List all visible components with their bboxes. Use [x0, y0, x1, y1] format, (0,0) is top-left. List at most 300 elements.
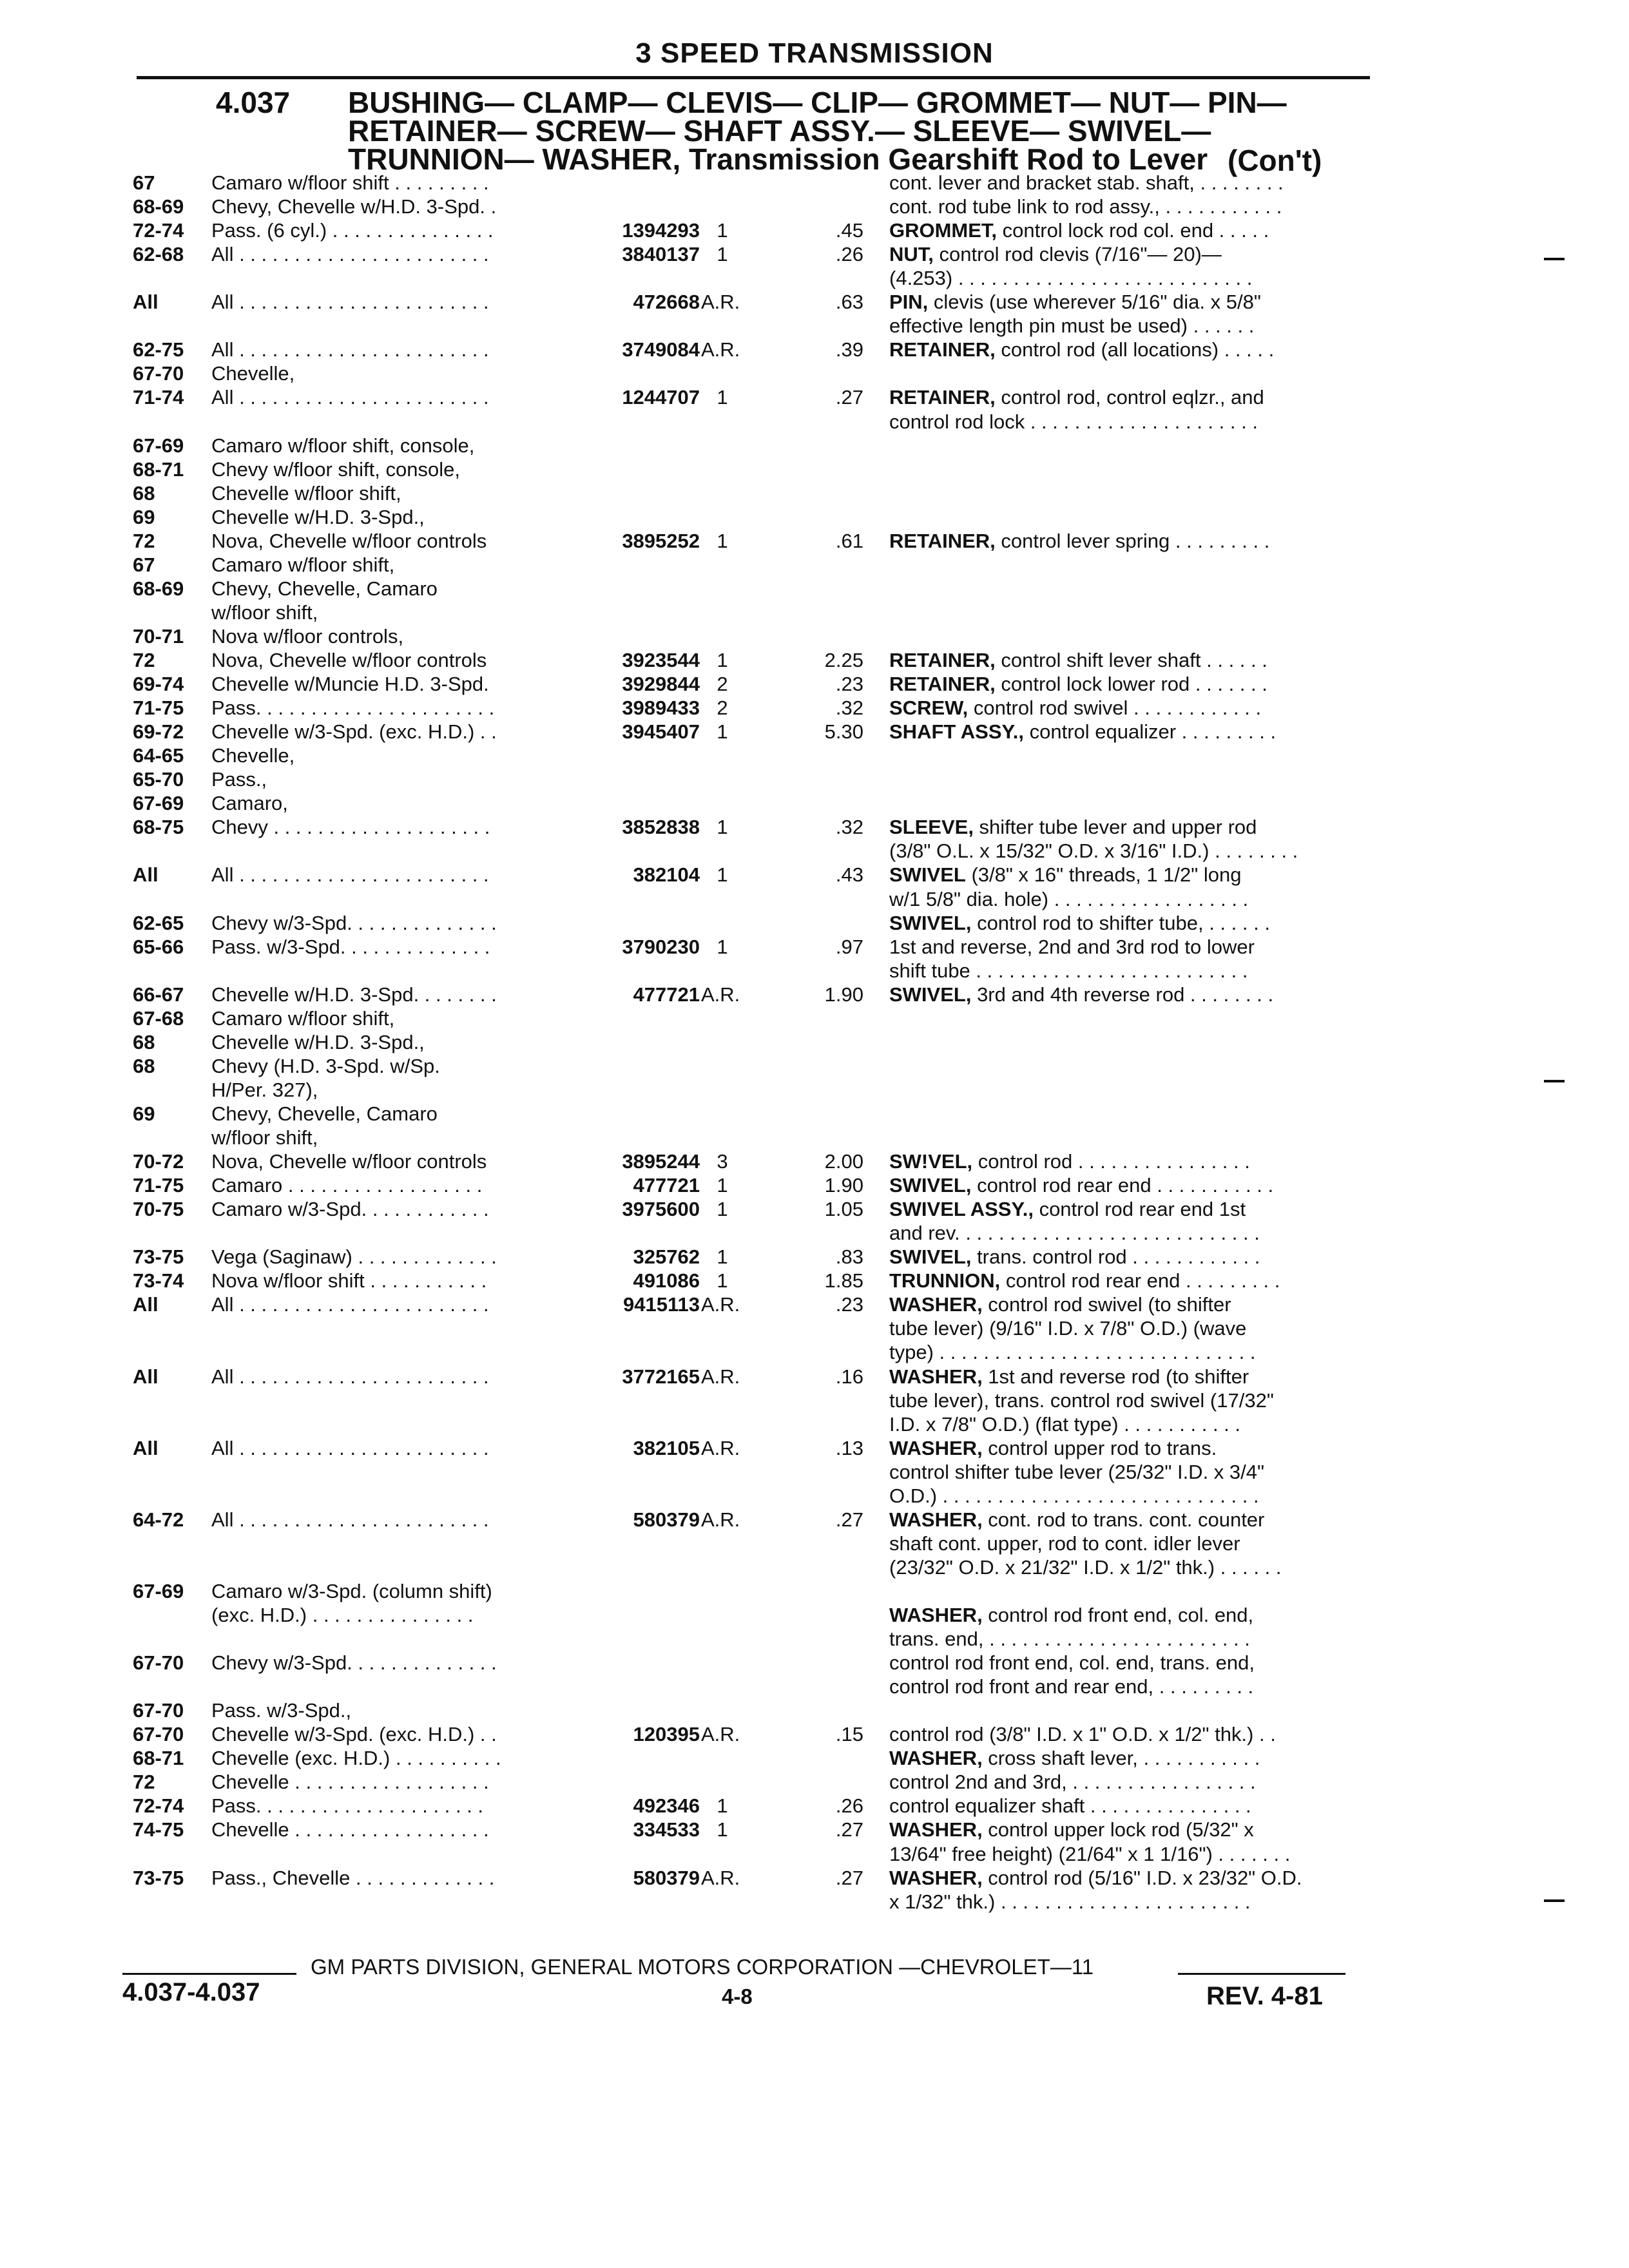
application-cell: Chevy w/3-Spd. . . . . . . . . . . . . .: [211, 1651, 497, 1675]
description-keyword: SWIVEL,: [889, 1245, 972, 1269]
description-cell: [889, 219, 1269, 242]
description-text: effective length pin must be used) . . . . . .: [889, 314, 1255, 338]
description-keyword: RETAINER,: [889, 673, 996, 696]
description-text: 1st and reverse rod (to shifter: [982, 1365, 1249, 1388]
year-cell: 71-75: [133, 1174, 184, 1197]
table-row: [0, 243, 1629, 269]
application-cell: Camaro w/floor shift,: [211, 1006, 395, 1030]
application-cell: Camaro w/3-Spd. (column shift): [211, 1579, 492, 1602]
year-cell: 72: [133, 1771, 155, 1794]
description-cell: [889, 1389, 1274, 1412]
table-row: [0, 1102, 1629, 1128]
application-cell: w/floor shift,: [211, 1126, 318, 1149]
footer-rule-left: [122, 1973, 296, 1975]
description-cell: [889, 1556, 1281, 1579]
application-cell: Nova w/floor shift . . . . . . . . . . .: [211, 1269, 487, 1293]
table-row: [0, 792, 1629, 818]
as-required-cell: A.R.: [701, 983, 740, 1006]
price-cell: .32: [835, 816, 863, 839]
part-number-cell: 382105: [633, 1436, 700, 1459]
description-keyword: WASHER,: [889, 1365, 983, 1388]
year-cell: 64-65: [133, 744, 184, 767]
part-number-cell: 3989433: [622, 697, 700, 720]
application-cell: All . . . . . . . . . . . . . . . . . . . . . . .: [211, 243, 489, 266]
year-cell: 67: [133, 553, 155, 576]
application-cell: All . . . . . . . . . . . . . . . . . . . . . . .: [211, 386, 489, 409]
quantity-cell: 1: [717, 1174, 728, 1197]
year-cell: 68-71: [133, 1747, 184, 1770]
table-row: [0, 530, 1629, 555]
application-cell: Chevelle w/Muncie H.D. 3-Spd.: [211, 673, 489, 696]
application-cell: Chevelle w/3-Spd. (exc. H.D.) . .: [211, 1723, 497, 1746]
description-cell: [889, 1174, 1273, 1197]
quantity-cell: 1: [717, 1794, 728, 1818]
year-cell: 67-68: [133, 1006, 184, 1030]
description-cell: [889, 649, 1268, 672]
year-cell: 73-74: [133, 1269, 184, 1293]
part-number-cell: 3840137: [622, 243, 700, 266]
description-cell: [889, 959, 1248, 983]
description-text: (3/8" x 16" threads, 1 1/2" long: [965, 863, 1242, 887]
price-cell: .27: [835, 1866, 863, 1889]
description-cell: [889, 1222, 1260, 1245]
year-cell: 70-75: [133, 1198, 184, 1221]
application-cell: All . . . . . . . . . . . . . . . . . . . . . . .: [211, 1293, 489, 1316]
application-cell: (exc. H.D.) . . . . . . . . . . . . . . .: [211, 1604, 474, 1626]
description-cell: [889, 291, 1261, 314]
price-cell: 2.00: [824, 1150, 863, 1173]
description-text: control rod (all locations) . . . . .: [995, 338, 1275, 361]
description-text: control rod lock . . . . . . . . . . . . . . . . . . . . .: [889, 410, 1258, 433]
price-cell: 1.90: [824, 1174, 863, 1197]
description-text: control rod swivel . . . . . . . . . . . .: [968, 697, 1262, 720]
year-cell: 64-72: [133, 1508, 184, 1531]
year-cell: 69: [133, 505, 155, 528]
description-text: control rod swivel (to shifter: [982, 1293, 1231, 1316]
description-text: control equalizer . . . . . . . . .: [1024, 720, 1277, 744]
table-row: [0, 888, 1629, 914]
description-cell: [889, 1818, 1254, 1841]
application-cell: Camaro w/floor shift . . . . . . . . .: [211, 171, 489, 194]
application-cell: Chevy (H.D. 3-Spd. w/Sp.: [211, 1054, 440, 1077]
description-cell: [889, 1317, 1246, 1340]
as-required-cell: A.R.: [701, 1723, 740, 1746]
description-keyword: RETAINER,: [889, 338, 996, 361]
description-text: 3rd and 4th reverse rod . . . . . . . .: [971, 983, 1274, 1006]
year-cell: 68: [133, 481, 155, 505]
as-required-cell: A.R.: [701, 291, 740, 314]
description-text: control rod . . . . . . . . . . . . . . . .: [972, 1150, 1250, 1173]
year-cell: 68-69: [133, 577, 184, 600]
application-cell: All . . . . . . . . . . . . . . . . . . . . . . .: [211, 863, 489, 887]
description-cell: [889, 267, 1252, 290]
application-cell: H/Per. 327),: [211, 1078, 318, 1101]
description-cell: [889, 1651, 1255, 1675]
application-cell: Pass. w/3-Spd.,: [211, 1699, 352, 1722]
part-number-cell: 3923544: [622, 649, 700, 671]
description-keyword: WASHER,: [889, 1866, 983, 1889]
application-cell: w/floor shift,: [211, 601, 318, 624]
table-row: [0, 1269, 1629, 1295]
year-cell: 68-71: [133, 457, 184, 481]
quantity-cell: 1: [717, 720, 728, 744]
year-cell: 71-74: [133, 386, 184, 409]
description-keyword: PIN,: [889, 291, 929, 314]
year-cell: 70-72: [133, 1150, 184, 1173]
description-keyword: SLEEVE,: [889, 816, 974, 839]
quantity-cell: 1: [717, 649, 728, 671]
description-text: control lock lower rod . . . . . . .: [995, 673, 1268, 696]
description-cell: [889, 1508, 1264, 1532]
description-text: cont. lever and bracket stab. shaft, . . . . . . . .: [889, 171, 1284, 194]
description-cell: [889, 983, 1273, 1006]
application-cell: Chevelle w/3-Spd. (exc. H.D.) . .: [211, 720, 497, 744]
description-text: control lever spring . . . . . . . . .: [995, 529, 1270, 552]
section-title-line-1: BUSHING— CLAMP— CLEVIS— CLIP— GROMMET— NUT— PIN—: [348, 86, 1287, 119]
description-keyword: WASHER,: [889, 1293, 983, 1316]
description-cell: [889, 1245, 1260, 1269]
application-cell: Pass.,: [211, 768, 267, 791]
description-text: control 2nd and 3rd, . . . . . . . . . . . . . . . . .: [889, 1771, 1256, 1794]
year-cell: 74-75: [133, 1818, 184, 1841]
application-cell: All . . . . . . . . . . . . . . . . . . . . . . .: [211, 1365, 489, 1388]
table-row: [0, 482, 1629, 508]
description-text: control upper rod to trans.: [982, 1436, 1217, 1459]
year-cell: 67-70: [133, 362, 184, 385]
description-text: control rod to shifter tube, . . . . . .: [971, 911, 1270, 934]
year-cell: 72-74: [133, 1794, 184, 1818]
table-row: [0, 1413, 1629, 1439]
part-number-cell: 580379: [633, 1508, 700, 1531]
description-keyword: SWIVEL,: [889, 911, 972, 934]
year-cell: 67-70: [133, 1723, 184, 1746]
description-keyword: NUT,: [889, 243, 934, 266]
application-cell: Chevelle (exc. H.D.) . . . . . . . . . .: [211, 1747, 501, 1770]
application-cell: Pass. (6 cyl.) . . . . . . . . . . . . . . .: [211, 219, 494, 242]
application-cell: Pass. w/3-Spd. . . . . . . . . . . . . .: [211, 935, 490, 958]
description-text: cont. rod tube link to rod assy., . . . . . . . . . . .: [889, 195, 1282, 218]
table-row: [0, 1771, 1629, 1796]
description-text: x 1/32" thk.) . . . . . . . . . . . . . . . . . . . . . . .: [889, 1890, 1251, 1913]
table-row: [0, 863, 1629, 889]
description-cell: [889, 1771, 1256, 1794]
year-cell: 69-74: [133, 673, 184, 696]
quantity-cell: 2: [717, 673, 728, 696]
price-cell: .27: [835, 1818, 863, 1841]
table-row: [0, 1150, 1629, 1176]
description-keyword: SW!VEL,: [889, 1150, 973, 1173]
price-cell: 5.30: [824, 720, 863, 744]
description-text: 13/64" free height) (21/64" x 1 1/16") . . . . . . .: [889, 1842, 1291, 1865]
year-cell: 62-65: [133, 911, 184, 934]
quantity-cell: 1: [717, 1245, 728, 1269]
description-cell: [889, 816, 1257, 839]
table-row: [0, 1747, 1629, 1773]
table-row: [0, 1365, 1629, 1391]
application-cell: Nova, Chevelle w/floor controls: [211, 1150, 487, 1173]
table-row: [0, 697, 1629, 722]
description-cell: [889, 386, 1264, 409]
quantity-cell: 1: [717, 935, 728, 958]
year-cell: All: [133, 291, 159, 314]
price-cell: .13: [835, 1436, 863, 1459]
year-cell: 72: [133, 649, 155, 671]
description-cell: [889, 195, 1282, 218]
description-text: cont. rod to trans. cont. counter: [982, 1508, 1265, 1531]
page-header-title: 3 SPEED TRANSMISSION: [635, 37, 994, 69]
description-cell: [889, 1198, 1246, 1221]
application-cell: Nova, Chevelle w/floor controls: [211, 529, 487, 552]
application-cell: Chevy w/3-Spd. . . . . . . . . . . . . .: [211, 911, 497, 934]
application-cell: All . . . . . . . . . . . . . . . . . . . . . . .: [211, 1436, 489, 1459]
as-required-cell: A.R.: [701, 1866, 740, 1889]
price-cell: .23: [835, 1293, 863, 1316]
description-cell: [889, 1341, 1255, 1364]
year-cell: 72-74: [133, 219, 184, 242]
price-cell: .23: [835, 673, 863, 696]
table-row: [0, 386, 1629, 412]
year-cell: 68: [133, 1030, 155, 1053]
application-cell: Chevy . . . . . . . . . . . . . . . . . . . .: [211, 816, 490, 839]
year-cell: 68: [133, 1054, 155, 1077]
description-cell: [889, 1413, 1240, 1436]
application-cell: Camaro w/floor shift,: [211, 553, 395, 576]
table-row: [0, 338, 1629, 364]
description-keyword: RETAINER,: [889, 386, 996, 409]
table-row: [0, 816, 1629, 841]
application-cell: Camaro . . . . . . . . . . . . . . . . . .: [211, 1174, 483, 1197]
part-number-cell: 3945407: [622, 720, 700, 744]
description-cell: [889, 410, 1258, 434]
quantity-cell: 2: [717, 697, 728, 720]
application-cell: Chevy w/floor shift, console,: [211, 457, 460, 481]
description-text: control rod rear end . . . . . . . . . . .: [971, 1174, 1274, 1197]
description-cell: [889, 1604, 1253, 1627]
table-row: [0, 1556, 1629, 1582]
price-cell: 1.85: [824, 1269, 863, 1293]
description-cell: [889, 1269, 1280, 1293]
year-cell: 70-71: [133, 624, 184, 648]
description-text: control rod (3/8" I.D. x 1" O.D. x 1/2" thk.) . .: [889, 1723, 1276, 1746]
description-text: (23/32" O.D. x 21/32" I.D. x 1/2" thk.) . . . . . .: [889, 1555, 1282, 1579]
price-cell: .39: [835, 338, 863, 361]
year-cell: 67-69: [133, 792, 184, 815]
application-cell: Chevelle,: [211, 744, 295, 767]
quantity-cell: 1: [717, 816, 728, 839]
description-cell: [889, 1890, 1251, 1914]
part-number-cell: 3749084: [622, 338, 700, 361]
description-keyword: WASHER,: [889, 1604, 983, 1626]
table-row: [0, 1293, 1629, 1319]
year-cell: 67-70: [133, 1651, 184, 1675]
part-number-cell: 491086: [633, 1269, 700, 1293]
table-row: [0, 1628, 1629, 1653]
application-cell: Camaro w/floor shift, console,: [211, 434, 475, 457]
description-text: O.D.) . . . . . . . . . . . . . . . . . . . . . . . . . . . . .: [889, 1484, 1259, 1507]
quantity-cell: 1: [717, 386, 728, 409]
description-cell: [889, 1675, 1253, 1698]
year-cell: All: [133, 863, 159, 887]
description-cell: [889, 1628, 1250, 1651]
section-number: 4.037: [216, 86, 291, 119]
description-cell: [889, 840, 1298, 863]
price-cell: .26: [835, 243, 863, 266]
year-cell: All: [133, 1365, 159, 1388]
application-cell: Chevelle w/H.D. 3-Spd. . . . . . . .: [211, 983, 497, 1006]
price-cell: .27: [835, 386, 863, 409]
table-row: [0, 601, 1629, 627]
table-row: [0, 1317, 1629, 1343]
price-cell: .16: [835, 1365, 863, 1388]
margin-mark: [1544, 1899, 1565, 1902]
description-text: trans. end, . . . . . . . . . . . . . . . . . . . . . . . .: [889, 1628, 1250, 1651]
description-text: control rod front end, col. end,: [982, 1604, 1254, 1626]
table-row: [0, 1867, 1629, 1892]
year-cell: 68-69: [133, 195, 184, 218]
description-cell: [889, 1867, 1302, 1890]
description-keyword: WASHER,: [889, 1818, 983, 1841]
application-cell: Chevelle,: [211, 362, 295, 385]
description-text: shifter tube lever and upper rod: [973, 816, 1257, 839]
part-number-cell: 3929844: [622, 673, 700, 696]
description-text: control upper lock rod (5/32" x: [982, 1818, 1254, 1841]
table-row: [0, 362, 1629, 388]
description-cell: [889, 243, 1222, 266]
year-cell: 67: [133, 171, 155, 194]
description-cell: [889, 936, 1255, 959]
year-cell: 68-75: [133, 816, 184, 839]
year-cell: 72: [133, 529, 155, 552]
part-number-cell: 472668: [633, 291, 700, 314]
application-cell: Camaro w/3-Spd. . . . . . . . . . . .: [211, 1198, 489, 1221]
part-number-cell: 477721: [633, 1174, 700, 1197]
description-cell: [889, 338, 1274, 361]
table-row: [0, 1604, 1629, 1629]
part-number-cell: 3790230: [622, 935, 700, 958]
footer-corporation: GM PARTS DIVISION, GENERAL MOTORS CORPORATION —CHEVROLET—11: [311, 1955, 1094, 1979]
description-text: control rod front end, col. end, trans. end,: [889, 1651, 1255, 1675]
table-row: [0, 1461, 1629, 1486]
description-text: (4.253) . . . . . . . . . . . . . . . . . . . . . . . . . . .: [889, 267, 1253, 290]
price-cell: .61: [835, 529, 863, 552]
part-number-cell: 3895244: [622, 1150, 700, 1173]
description-text: control shift lever shaft . . . . . .: [995, 649, 1268, 671]
application-cell: Nova w/floor controls,: [211, 624, 404, 648]
quantity-cell: 1: [717, 1198, 728, 1221]
application-cell: Pass. . . . . . . . . . . . . . . . . . . . . .: [211, 697, 495, 720]
year-cell: 62-68: [133, 243, 184, 266]
year-cell: All: [133, 1436, 159, 1459]
description-cell: [889, 1293, 1231, 1316]
description-keyword: SCREW,: [889, 697, 969, 720]
description-text: and rev. . . . . . . . . . . . . . . . . . . . . . . . . . . .: [889, 1222, 1260, 1245]
part-number-cell: 3852838: [622, 816, 700, 839]
description-text: tube lever) (9/16" I.D. x 7/8" O.D.) (wave: [889, 1317, 1247, 1340]
table-row: [0, 219, 1629, 245]
year-cell: 65-66: [133, 935, 184, 958]
table-row: [0, 1532, 1629, 1558]
description-keyword: WASHER,: [889, 1436, 983, 1459]
table-row: [0, 1007, 1629, 1033]
description-text: control rod front and rear end, . . . . . . . . .: [889, 1675, 1254, 1698]
price-cell: 1.90: [824, 983, 863, 1006]
description-text: type) . . . . . . . . . . . . . . . . . . . . . . . . . . . . .: [889, 1341, 1256, 1364]
description-cell: [889, 697, 1261, 720]
table-row: [0, 1890, 1629, 1916]
description-text: cross shaft lever, . . . . . . . . . . .: [982, 1747, 1260, 1770]
part-number-cell: 382104: [633, 863, 700, 887]
as-required-cell: A.R.: [701, 1293, 740, 1316]
application-cell: Vega (Saginaw) . . . . . . . . . . . . .: [211, 1245, 497, 1269]
footer-rule-right: [1178, 1973, 1345, 1975]
table-row: [0, 1699, 1629, 1725]
price-cell: .63: [835, 291, 863, 314]
description-keyword: WASHER,: [889, 1747, 983, 1770]
description-text: (3/8" O.L. x 15/32" O.D. x 3/16" I.D.) . . . . . . . .: [889, 840, 1298, 863]
part-number-cell: 120395: [633, 1723, 700, 1746]
part-number-cell: 1244707: [622, 386, 700, 409]
quantity-cell: 3: [717, 1150, 728, 1173]
description-text: control equalizer shaft . . . . . . . . . . . . . . .: [889, 1794, 1251, 1818]
description-cell: [889, 1485, 1259, 1508]
description-text: I.D. x 7/8" O.D.) (flat type) . . . . . . . . . . .: [889, 1412, 1241, 1436]
application-cell: Nova, Chevelle w/floor controls: [211, 649, 487, 671]
table-row: [0, 1174, 1629, 1200]
price-cell: 2.25: [824, 649, 863, 671]
table-row: [0, 936, 1629, 961]
description-cell: [889, 912, 1270, 935]
price-cell: .32: [835, 697, 863, 720]
year-cell: 67-70: [133, 1699, 184, 1722]
table-row: [0, 1245, 1629, 1271]
year-cell: 73-75: [133, 1245, 184, 1269]
table-row: [0, 314, 1629, 340]
table-row: [0, 1055, 1629, 1081]
table-row: [0, 744, 1629, 770]
description-text: control rod clevis (7/16"— 20)—: [933, 243, 1222, 266]
footer-page-number: 4-8: [722, 1984, 753, 2008]
description-text: clevis (use wherever 5/16" dia. x 5/8": [928, 291, 1261, 314]
year-cell: 66-67: [133, 983, 184, 1006]
year-cell: 62-75: [133, 338, 184, 361]
description-keyword: RETAINER,: [889, 649, 996, 671]
table-row: [0, 1723, 1629, 1749]
table-row: [0, 1675, 1629, 1701]
table-row: [0, 649, 1629, 675]
price-cell: .45: [835, 219, 863, 242]
description-text: control rod rear end 1st: [1033, 1198, 1246, 1221]
description-cell: [889, 314, 1254, 338]
table-row: [0, 1079, 1629, 1104]
year-cell: 67-69: [133, 434, 184, 457]
description-keyword: SWIVEL: [889, 863, 966, 887]
table-row: [0, 1651, 1629, 1677]
application-cell: Pass. . . . . . . . . . . . . . . . . . . . .: [211, 1794, 484, 1818]
table-row: [0, 1437, 1629, 1463]
footer-revision: REV. 4-81: [1206, 1982, 1323, 2010]
quantity-cell: 1: [717, 1818, 728, 1841]
application-cell: Chevelle . . . . . . . . . . . . . . . . . .: [211, 1771, 489, 1794]
table-row: [0, 1843, 1629, 1869]
application-cell: Chevelle w/H.D. 3-Spd.,: [211, 1030, 425, 1053]
description-keyword: RETAINER,: [889, 529, 996, 552]
part-number-cell: 3772165: [622, 1365, 700, 1388]
table-row: [0, 1031, 1629, 1057]
description-text: control lock rod col. end . . . . .: [997, 219, 1269, 242]
table-row: [0, 553, 1629, 579]
table-row: [0, 171, 1629, 197]
section-title-line-3: TRUNNION— WASHER, Transmission Gearshift Rod to Lever: [348, 142, 1208, 176]
